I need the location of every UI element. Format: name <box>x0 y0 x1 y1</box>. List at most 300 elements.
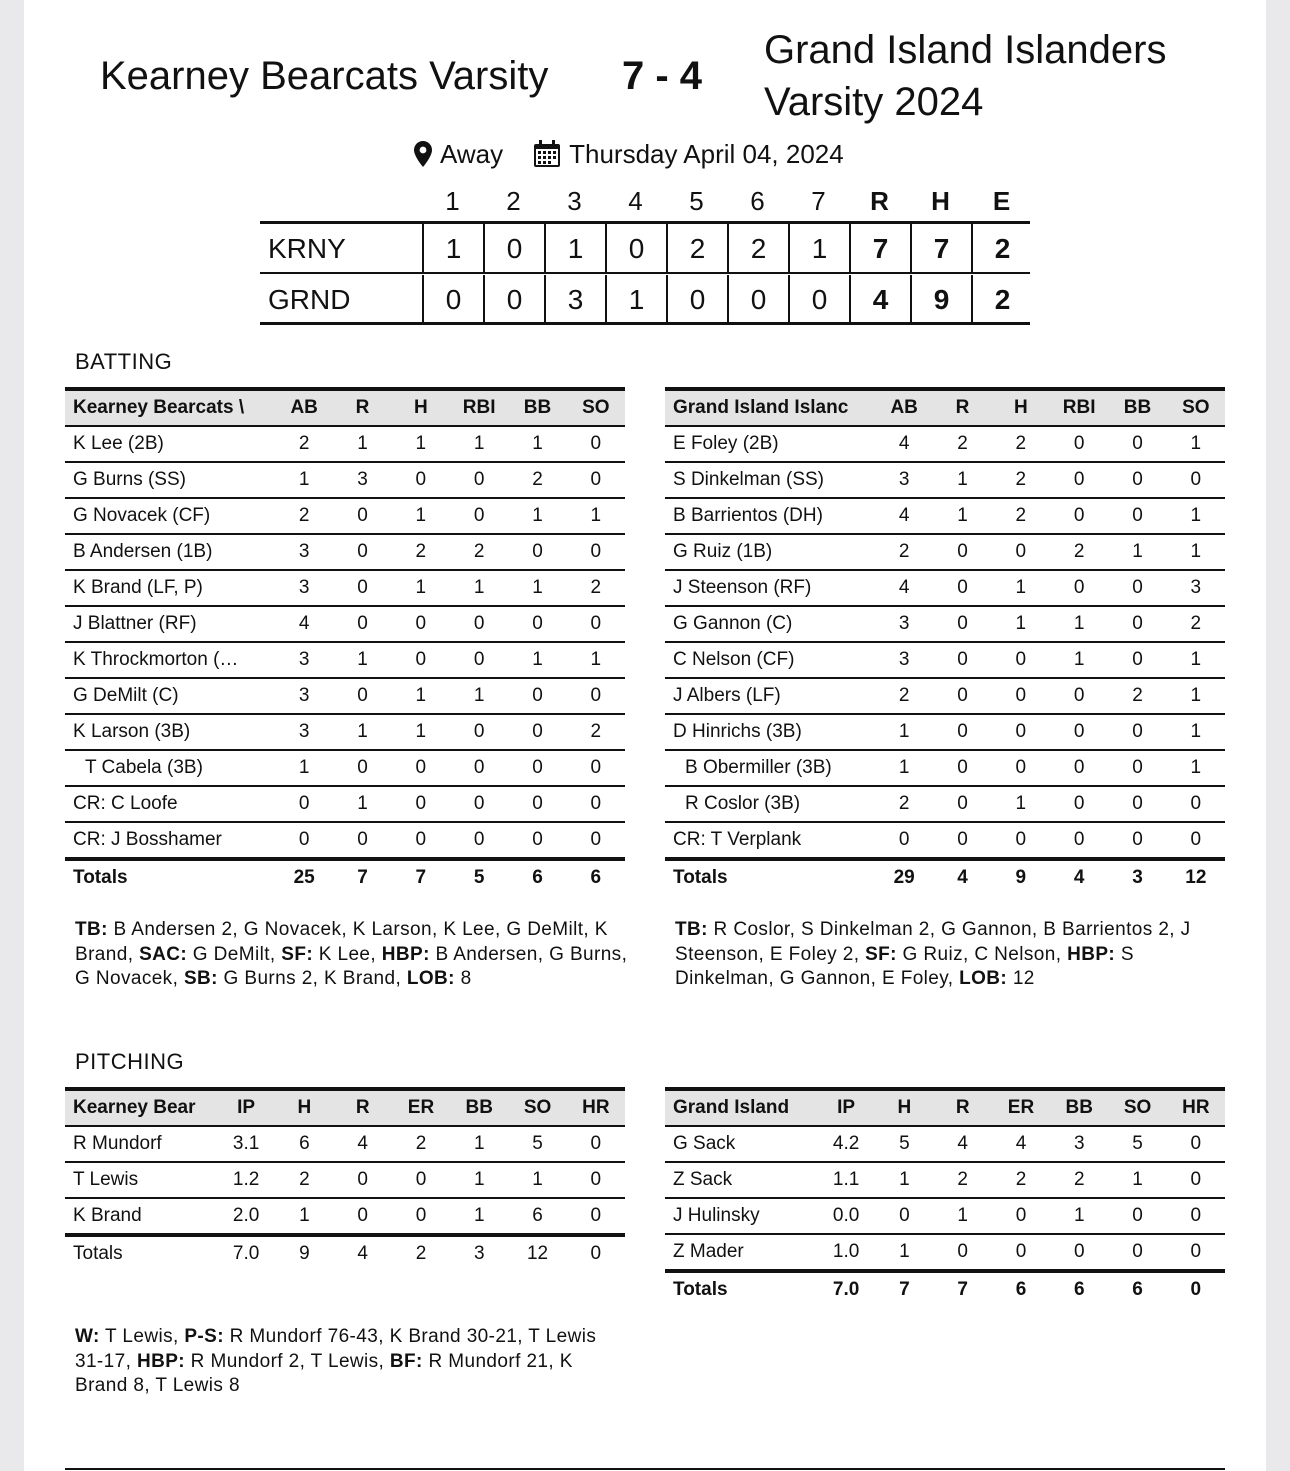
totals-cell: 6 <box>590 867 602 888</box>
linescore-header: R <box>870 186 889 216</box>
stat-cell: 2 <box>275 1162 333 1198</box>
column-header: R <box>333 389 391 426</box>
stat-cell: 0 <box>275 822 333 859</box>
stat-cell: 0 <box>508 750 566 786</box>
stat-cell: 0 <box>933 534 991 570</box>
totals-cell: 6 <box>1073 1279 1085 1300</box>
game-meta <box>414 137 844 171</box>
pitcher-row <box>665 1198 1225 1234</box>
stat-cell: 1 <box>1167 714 1225 750</box>
stat-cell: 0 <box>1050 714 1108 750</box>
stat-cell: 4 <box>992 1126 1050 1162</box>
stat-cell: 0 <box>392 1198 450 1235</box>
stat-cell: 0 <box>933 642 991 678</box>
player-name: CR: J Bosshamer <box>65 822 275 859</box>
stat-cell: 1 <box>392 570 450 606</box>
stat-cell: 0 <box>1050 786 1108 822</box>
inning-score: 0 <box>727 275 788 325</box>
column-header: IP <box>217 1089 275 1126</box>
player-name: R Mundorf <box>65 1126 217 1162</box>
stat-cell: 0 <box>1050 462 1108 498</box>
note-text: R Mundorf 2, T Lewis, <box>185 1350 390 1372</box>
player-name: B Andersen (1B) <box>65 534 275 570</box>
batter-row <box>665 534 1225 570</box>
batter-row <box>665 570 1225 606</box>
totals-label: Totals <box>673 1279 728 1300</box>
stat-cell: 0 <box>567 678 625 714</box>
stat-cell: 0 <box>334 1198 392 1235</box>
note-label: SF: <box>865 943 897 965</box>
stat-cell: 1 <box>875 1234 933 1271</box>
stat-cell: 1 <box>275 1198 333 1235</box>
stat-cell: 1 <box>1167 534 1225 570</box>
inning-score: 3 <box>544 275 605 325</box>
player-name: J Blattner (RF) <box>65 606 275 642</box>
stat-cell: 0 <box>875 1198 933 1234</box>
player-name: K Lee (2B) <box>65 426 275 462</box>
stat-cell: 0 <box>1108 1198 1166 1234</box>
column-header: AB <box>875 389 933 426</box>
batter-row <box>65 570 625 606</box>
stat-cell: 1 <box>567 498 625 534</box>
stat-cell: 4 <box>875 570 933 606</box>
stat-cell: 1 <box>1050 606 1108 642</box>
stat-cell: 1 <box>333 786 391 822</box>
note-label: LOB: <box>406 968 455 989</box>
final-score: 7 - 4 <box>622 54 703 98</box>
batter-row <box>65 534 625 570</box>
batter-row <box>65 462 625 498</box>
kearney-batting-notes <box>75 918 630 992</box>
stat-cell: 0 <box>933 750 991 786</box>
column-header: ER <box>992 1089 1050 1126</box>
note-text: B Andersen 2, G Novacek, K Larson, K Lee, G DeMilt, K Brand, <box>75 919 608 965</box>
inning-score: 0 <box>422 275 483 325</box>
column-header: R <box>934 1089 992 1126</box>
stat-cell: 0 <box>1167 462 1225 498</box>
inning-score: 1 <box>544 224 605 274</box>
stat-cell: 0 <box>333 750 391 786</box>
stat-cell: 1 <box>992 786 1050 822</box>
stat-cell: 0 <box>392 786 450 822</box>
linescore-header: 3 <box>567 186 582 216</box>
inning-score: 2 <box>666 224 727 274</box>
inning-score: 1 <box>788 224 849 274</box>
stat-cell: 3 <box>275 678 333 714</box>
grand-island-batting-table <box>665 387 1225 895</box>
batter-row <box>65 426 625 462</box>
player-name: CR: T Verplank <box>665 822 875 859</box>
stat-cell: 2 <box>450 534 508 570</box>
stat-cell: 3 <box>875 642 933 678</box>
batter-row <box>665 426 1225 462</box>
stat-cell: 4 <box>875 426 933 462</box>
column-header: SO <box>1167 389 1225 426</box>
stat-cell: 5 <box>875 1126 933 1162</box>
column-header: SO <box>508 1089 566 1126</box>
stat-cell: 1 <box>1167 678 1225 714</box>
stat-cell: 2 <box>1108 678 1166 714</box>
stat-cell: 0 <box>1050 1234 1108 1271</box>
stat-cell: 0 <box>450 786 508 822</box>
note-label: HBP: <box>136 1350 185 1372</box>
stat-cell: 0 <box>1108 786 1166 822</box>
totals-cell: 0 <box>590 1243 602 1264</box>
stat-cell: 0 <box>333 498 391 534</box>
player-name: S Dinkelman (SS) <box>665 462 875 498</box>
player-name: CR: C Loofe <box>65 786 275 822</box>
stat-cell: 0 <box>992 1198 1050 1234</box>
stat-cell: 0 <box>333 534 391 570</box>
stat-cell: 4 <box>275 606 333 642</box>
stat-cell: 0 <box>992 642 1050 678</box>
stat-cell: 1 <box>275 462 333 498</box>
pitching-team-header: Kearney Bear <box>65 1089 217 1126</box>
note-text: R Coslor, S Dinkelman 2, G Gannon, B Barrientos 2, J Steenson, E Foley 2, <box>675 919 1191 965</box>
note-label: LOB: <box>959 968 1008 989</box>
player-name: K Larson (3B) <box>65 714 275 750</box>
player-name: J Steenson (RF) <box>665 570 875 606</box>
batter-row <box>65 678 625 714</box>
stat-cell: 2.0 <box>217 1198 275 1235</box>
stat-cell: 0 <box>933 570 991 606</box>
stat-cell: 2 <box>567 714 625 750</box>
totals-cell: 12 <box>1185 867 1207 888</box>
game-date: Thursday April 04, 2024 <box>569 138 844 169</box>
totals-cell: 25 <box>293 867 315 888</box>
totals-cell: 12 <box>526 1243 549 1264</box>
stat-cell: 0 <box>992 750 1050 786</box>
stat-cell: 1 <box>1108 1162 1166 1198</box>
location-text: Away <box>440 138 504 169</box>
runs-total: 7 <box>849 224 910 274</box>
inning-score: 0 <box>605 224 666 274</box>
stat-cell: 1 <box>508 498 566 534</box>
player-name: G Ruiz (1B) <box>665 534 875 570</box>
stat-cell: 2 <box>992 498 1050 534</box>
note-text: 12 <box>1007 968 1035 989</box>
totals-cell: 6 <box>532 867 543 888</box>
stat-cell: 0 <box>450 606 508 642</box>
stat-cell: 1.1 <box>817 1162 875 1198</box>
note-label: TB: <box>675 919 708 940</box>
away-team-name-line2: Varsity 2024 <box>764 80 984 124</box>
note-label: SB: <box>183 968 218 989</box>
stat-cell: 4 <box>334 1126 392 1162</box>
hits-total: 7 <box>910 224 971 274</box>
stat-cell: 1 <box>450 570 508 606</box>
stat-cell: 0 <box>334 1162 392 1198</box>
stat-cell: 2 <box>392 1126 450 1162</box>
player-name: G Novacek (CF) <box>65 498 275 534</box>
inning-score: 1 <box>605 275 666 325</box>
stat-cell: 0 <box>567 534 625 570</box>
stat-cell: 1 <box>933 462 991 498</box>
stat-cell: 0 <box>1108 498 1166 534</box>
pitching-team-header: Grand Island <box>665 1089 817 1126</box>
batting-team-header: Grand Island Islanc <box>665 389 875 426</box>
note-text: R Mundorf 21, K Brand 8, T Lewis 8 <box>75 1350 573 1396</box>
stat-cell: 4 <box>934 1126 992 1162</box>
stat-cell: 1 <box>1108 534 1166 570</box>
stat-cell: 3 <box>875 462 933 498</box>
stat-cell: 1 <box>875 1162 933 1198</box>
linescore-header: 6 <box>750 186 765 216</box>
totals-cell: 4 <box>357 1243 368 1264</box>
batter-row <box>65 606 625 642</box>
totals-cell: 0 <box>1190 1279 1202 1300</box>
stat-cell: 2 <box>1167 606 1225 642</box>
stat-cell: 0 <box>567 1162 625 1198</box>
player-name: B Barrientos (DH) <box>665 498 875 534</box>
totals-cell: 3 <box>473 1243 485 1264</box>
totals-label: Totals <box>73 1243 123 1264</box>
stat-cell: 3 <box>275 642 333 678</box>
player-name: R Coslor (3B) <box>665 786 875 822</box>
stat-cell: 0 <box>1108 570 1166 606</box>
linescore-bottom-rule <box>260 322 1030 325</box>
totals-row <box>665 1271 1225 1307</box>
stat-cell: 0 <box>508 786 566 822</box>
linescore-header: 7 <box>811 186 826 216</box>
note-text: 8 <box>454 968 472 989</box>
linescore-header: 4 <box>628 186 643 216</box>
pitcher-row <box>65 1126 625 1162</box>
stat-cell: 1 <box>1050 1198 1108 1234</box>
note-text: G DeMilt, <box>187 943 282 965</box>
stat-cell: 1 <box>392 714 450 750</box>
column-header: HR <box>567 1089 625 1126</box>
stat-cell: 6 <box>508 1198 566 1235</box>
batter-row <box>665 786 1225 822</box>
stat-cell: 0 <box>1050 498 1108 534</box>
stat-cell: 2 <box>508 462 566 498</box>
stat-cell: 1.0 <box>817 1234 875 1271</box>
column-header: IP <box>817 1089 875 1126</box>
stat-cell: 0 <box>450 498 508 534</box>
totals-cell: 7 <box>957 1279 968 1300</box>
pitcher-row <box>65 1198 625 1235</box>
stat-cell: 2 <box>392 534 450 570</box>
totals-row <box>65 1235 625 1271</box>
stat-cell: 3 <box>275 570 333 606</box>
stat-cell: 3 <box>1167 570 1225 606</box>
stat-cell: 1 <box>933 498 991 534</box>
note-text: T Lewis, <box>99 1326 185 1347</box>
linescore-row <box>260 224 1030 274</box>
batter-row <box>665 498 1225 534</box>
grand-island-pitching-rows <box>665 1126 1225 1307</box>
stat-cell: 1 <box>508 1162 566 1198</box>
stat-cell: 0 <box>508 534 566 570</box>
stat-cell: 2 <box>933 426 991 462</box>
player-name: G Burns (SS) <box>65 462 275 498</box>
stat-cell: 3 <box>275 534 333 570</box>
stat-cell: 0 <box>508 678 566 714</box>
batter-row <box>665 750 1225 786</box>
batter-row <box>65 642 625 678</box>
stat-cell: 0 <box>1108 822 1166 859</box>
stat-cell: 0 <box>1108 714 1166 750</box>
stat-cell: 1 <box>450 1198 508 1235</box>
totals-row <box>665 859 1225 895</box>
stat-cell: 4.2 <box>817 1126 875 1162</box>
kearney-batting-table <box>65 387 625 895</box>
note-label: P-S: <box>184 1326 224 1347</box>
stat-cell: 0 <box>333 570 391 606</box>
stat-cell: 0 <box>450 714 508 750</box>
note-text: G Ruiz, C Nelson, <box>896 943 1068 965</box>
totals-row <box>65 859 625 895</box>
note-text: G Burns 2, K Brand, <box>217 968 407 989</box>
column-header: R <box>933 389 991 426</box>
column-header: BB <box>450 1089 508 1126</box>
stat-cell: 2 <box>275 498 333 534</box>
totals-cell: 9 <box>299 1243 310 1264</box>
inning-score: 0 <box>483 224 544 274</box>
stat-cell: 1 <box>333 642 391 678</box>
inning-score: 0 <box>788 275 849 325</box>
note-text: R Mundorf 76-43, K Brand 30-21, T Lewis 31-17, <box>75 1326 597 1372</box>
note-label: HBP: <box>1067 943 1116 965</box>
stat-cell: 3 <box>333 462 391 498</box>
batter-row <box>665 462 1225 498</box>
column-header: H <box>275 1089 333 1126</box>
player-name: K Brand (LF, P) <box>65 570 275 606</box>
grand-island-batting-rows <box>665 426 1225 895</box>
stat-cell: 0 <box>992 822 1050 859</box>
inning-score: 0 <box>483 275 544 325</box>
hits-total: 9 <box>910 275 971 325</box>
stat-cell: 1 <box>992 606 1050 642</box>
team-abbr: KRNY <box>268 233 346 264</box>
stat-cell: 6 <box>275 1126 333 1162</box>
player-name: K Brand <box>65 1198 217 1235</box>
linescore-header: 2 <box>506 186 521 216</box>
stat-cell: 0 <box>1108 606 1166 642</box>
stat-cell: 0 <box>567 606 625 642</box>
stat-cell: 0 <box>567 1126 625 1162</box>
batter-row <box>65 822 625 859</box>
totals-cell: 7 <box>415 867 427 888</box>
player-name: G Gannon (C) <box>665 606 875 642</box>
stat-cell: 1 <box>508 426 566 462</box>
batter-row <box>665 606 1225 642</box>
stat-cell: 0 <box>450 822 508 859</box>
column-header: SO <box>567 389 625 426</box>
note-text: S Dinkelman, G Gannon, E Foley, <box>675 943 1134 989</box>
stat-cell: 1.2 <box>217 1162 275 1198</box>
stat-cell: 0 <box>392 1162 450 1198</box>
pitcher-row <box>665 1162 1225 1198</box>
totals-cell: 7.0 <box>232 1243 260 1264</box>
stat-cell: 0 <box>333 606 391 642</box>
player-name: Z Mader <box>665 1234 817 1271</box>
inning-score: 0 <box>666 275 727 325</box>
stat-cell: 0 <box>392 462 450 498</box>
team-abbr: GRND <box>268 284 351 315</box>
stat-cell: 3 <box>1050 1126 1108 1162</box>
player-name: K Throckmorton (… <box>65 642 275 678</box>
stat-cell: 0 <box>992 678 1050 714</box>
kearney-pitching-table <box>65 1087 625 1271</box>
stat-cell: 1 <box>1167 642 1225 678</box>
player-name: G DeMilt (C) <box>65 678 275 714</box>
column-header: BB <box>1108 389 1166 426</box>
stat-cell: 3 <box>275 714 333 750</box>
bottom-divider <box>65 1468 1225 1470</box>
stat-cell: 0 <box>933 678 991 714</box>
stat-cell: 0 <box>450 462 508 498</box>
totals-cell: 7.0 <box>832 1279 860 1300</box>
column-header: H <box>875 1089 933 1126</box>
totals-cell: 6 <box>1015 1279 1027 1300</box>
batter-row <box>665 714 1225 750</box>
stat-cell: 0 <box>1050 570 1108 606</box>
stat-cell: 0 <box>450 750 508 786</box>
stat-cell: 0 <box>1108 426 1166 462</box>
stat-cell: 1 <box>450 1162 508 1198</box>
stat-cell: 0 <box>1167 822 1225 859</box>
stat-cell: 0 <box>992 714 1050 750</box>
note-label: BF: <box>389 1350 423 1372</box>
stat-cell: 0 <box>392 606 450 642</box>
stat-cell: 1 <box>508 570 566 606</box>
inning-score: 2 <box>727 224 788 274</box>
batter-row <box>65 714 625 750</box>
totals-label: Totals <box>673 867 728 888</box>
stat-cell: 1 <box>1167 426 1225 462</box>
player-name: B Obermiller (3B) <box>665 750 875 786</box>
player-name: G Sack <box>665 1126 817 1162</box>
player-name: C Nelson (CF) <box>665 642 875 678</box>
batter-row <box>665 678 1225 714</box>
column-header: H <box>992 389 1050 426</box>
column-header: ER <box>392 1089 450 1126</box>
stat-cell: 0 <box>1167 1126 1225 1162</box>
column-header: H <box>392 389 450 426</box>
stat-cell: 5 <box>508 1126 566 1162</box>
stat-cell: 0 <box>333 678 391 714</box>
note-label: W: <box>75 1326 100 1347</box>
totals-cell: 7 <box>899 1279 910 1300</box>
stat-cell: 0 <box>1050 822 1108 859</box>
player-name: J Hulinsky <box>665 1198 817 1234</box>
totals-label: Totals <box>73 867 128 888</box>
stat-cell: 0 <box>1108 1234 1166 1271</box>
batter-row <box>665 642 1225 678</box>
errors-total: 2 <box>971 224 1032 274</box>
stat-cell: 0 <box>992 1234 1050 1271</box>
stat-cell: 4 <box>875 498 933 534</box>
batter-row <box>65 498 625 534</box>
stat-cell: 1 <box>333 714 391 750</box>
totals-cell: 7 <box>357 867 368 888</box>
column-header: HR <box>1167 1089 1225 1126</box>
stat-cell: 0 <box>450 642 508 678</box>
stat-cell: 0 <box>508 714 566 750</box>
stat-cell: 1 <box>450 678 508 714</box>
player-name: T Lewis <box>65 1162 217 1198</box>
stat-cell: 0 <box>1050 750 1108 786</box>
stat-cell: 0 <box>392 750 450 786</box>
map-pin-icon <box>414 141 432 167</box>
kearney-pitching-notes <box>75 1325 630 1399</box>
linescore-header: 1 <box>445 186 460 216</box>
stat-cell: 0 <box>508 822 566 859</box>
batter-row <box>65 750 625 786</box>
stat-cell: 5 <box>1108 1126 1166 1162</box>
